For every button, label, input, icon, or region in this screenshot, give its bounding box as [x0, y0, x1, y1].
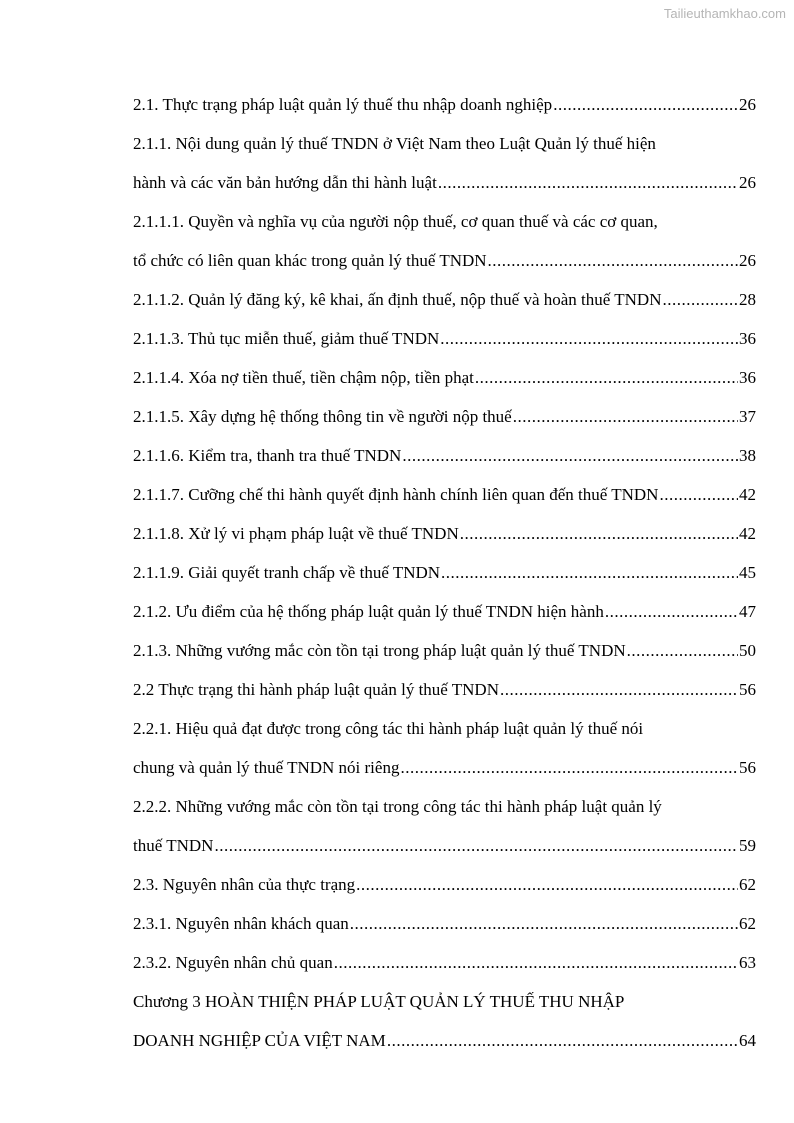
toc-entry[interactable] — [133, 592, 756, 631]
dot-leader — [605, 592, 738, 631]
page-number: 36 — [739, 329, 756, 348]
page-number: 64 — [739, 1031, 756, 1050]
dot-leader — [500, 670, 738, 709]
toc-entry-title: chung và quản lý thuế TNDN nói riêng — [133, 758, 400, 777]
dot-leader — [441, 553, 738, 592]
page-number: 28 — [739, 290, 756, 309]
page-number: 56 — [739, 758, 756, 777]
page-number: 42 — [739, 524, 756, 543]
toc-entry[interactable] — [133, 709, 756, 787]
toc-entry[interactable] — [133, 631, 756, 670]
page-number: 42 — [739, 485, 756, 504]
toc-entry-title: 2.1.3. Những vướng mắc còn tồn tại trong pháp luật quản lý thuế TNDN — [133, 641, 626, 660]
page-number: 62 — [739, 914, 756, 933]
page-number: 26 — [739, 251, 756, 270]
dot-leader — [513, 397, 738, 436]
toc-entry-title: 2.3.2. Nguyên nhân chủ quan — [133, 953, 333, 972]
dot-leader — [553, 85, 738, 124]
page-number: 50 — [739, 641, 756, 660]
toc-entry[interactable] — [133, 982, 756, 1060]
toc-entry[interactable] — [133, 865, 756, 904]
toc-entry-title: Chương 3 HOÀN THIỆN PHÁP LUẬT QUẢN LÝ THUẾ THU NHẬP — [133, 992, 625, 1011]
dot-leader — [440, 319, 738, 358]
toc-entry-title: 2.2 Thực trạng thi hành pháp luật quản lý thuế TNDN — [133, 680, 499, 699]
toc-entry-title: 2.1.1.2. Quản lý đăng ký, kê khai, ấn định thuế, nộp thuế và hoàn thuế TNDN — [133, 290, 662, 309]
toc-entry[interactable] — [133, 475, 756, 514]
dot-leader — [356, 865, 738, 904]
toc-entry-title: thuế TNDN — [133, 836, 214, 855]
toc-entry[interactable] — [133, 358, 756, 397]
page-number: 45 — [739, 563, 756, 582]
toc-entry[interactable] — [133, 85, 756, 124]
page-number: 62 — [739, 875, 756, 894]
page-number: 56 — [739, 680, 756, 699]
toc-entry[interactable] — [133, 670, 756, 709]
toc-entry-title: 2.2.2. Những vướng mắc còn tồn tại trong công tác thi hành pháp luật quản lý — [133, 797, 662, 816]
toc-entry-title: 2.2.1. Hiệu quả đạt được trong công tác thi hành pháp luật quản lý thuế nói — [133, 719, 644, 738]
toc-entry-title: 2.1.1.7. Cưỡng chế thi hành quyết định hành chính liên quan đến thuế TNDN — [133, 485, 659, 504]
toc-entry-title: 2.1.1.4. Xóa nợ tiền thuế, tiền chậm nộp, tiền phạt — [133, 368, 474, 387]
toc-entry-title: DOANH NGHIỆP CỦA VIỆT NAM — [133, 1031, 386, 1050]
dot-leader — [662, 280, 738, 319]
page-number: 38 — [739, 446, 756, 465]
page-number: 59 — [739, 836, 756, 855]
page-number: 47 — [739, 602, 756, 621]
dot-leader — [350, 904, 738, 943]
dot-leader — [438, 163, 738, 202]
toc-entry-title: 2.1.1.1. Quyền và nghĩa vụ của người nộp thuế, cơ quan thuế và các cơ quan, — [133, 212, 658, 231]
toc-entry-title: 2.1.2. Ưu điểm của hệ thống pháp luật quản lý thuế TNDN hiện hành — [133, 602, 604, 621]
toc-entry[interactable] — [133, 553, 756, 592]
dot-leader — [460, 514, 738, 553]
page-number: 36 — [739, 368, 756, 387]
toc-entry[interactable] — [133, 319, 756, 358]
dot-leader — [402, 436, 738, 475]
dot-leader — [334, 943, 738, 982]
toc-entry[interactable] — [133, 514, 756, 553]
watermark: Tailieuthamkhao.com — [663, 6, 786, 21]
toc-entry[interactable] — [133, 787, 756, 865]
toc-entry-title: 2.1.1. Nội dung quản lý thuế TNDN ở Việt Nam theo Luật Quản lý thuế hiện — [133, 134, 656, 153]
toc-entry-title: 2.1.1.3. Thủ tục miễn thuế, giảm thuế TNDN — [133, 329, 440, 348]
dot-leader — [659, 475, 738, 514]
toc-entry[interactable] — [133, 280, 756, 319]
dot-leader — [488, 241, 738, 280]
toc-entry-title: tổ chức có liên quan khác trong quản lý thuế TNDN — [133, 251, 487, 270]
dot-leader — [627, 631, 738, 670]
dot-leader — [387, 1021, 738, 1060]
page-number: 63 — [739, 953, 756, 972]
toc-entry-title: 2.3. Nguyên nhân của thực trạng — [133, 875, 356, 894]
toc-entry-title: 2.1.1.5. Xây dựng hệ thống thông tin về người nộp thuế — [133, 407, 512, 426]
toc-entry-title: 2.3.1. Nguyên nhân khách quan — [133, 914, 349, 933]
toc-entry[interactable] — [133, 124, 756, 202]
toc-entry[interactable] — [133, 397, 756, 436]
toc-entry[interactable] — [133, 436, 756, 475]
toc-entry-title: 2.1.1.9. Giải quyết tranh chấp về thuế TNDN — [133, 563, 441, 582]
page-number: 26 — [739, 173, 756, 192]
toc-entry-title: 2.1.1.6. Kiểm tra, thanh tra thuế TNDN — [133, 446, 402, 465]
toc-entry[interactable] — [133, 202, 756, 280]
page-number: 26 — [739, 95, 756, 114]
dot-leader — [475, 358, 738, 397]
page-number: 37 — [739, 407, 756, 426]
toc-entry[interactable] — [133, 943, 756, 982]
dot-leader — [400, 748, 738, 787]
toc-entry-title: 2.1. Thực trạng pháp luật quản lý thuế thu nhập doanh nghiệp — [133, 95, 553, 114]
toc-entry[interactable] — [133, 904, 756, 943]
toc-entry-title: 2.1.1.8. Xử lý vi phạm pháp luật về thuế TNDN — [133, 524, 459, 543]
dot-leader — [214, 826, 738, 865]
toc-entry-title: hành và các văn bản hướng dẫn thi hành luật — [133, 173, 437, 192]
